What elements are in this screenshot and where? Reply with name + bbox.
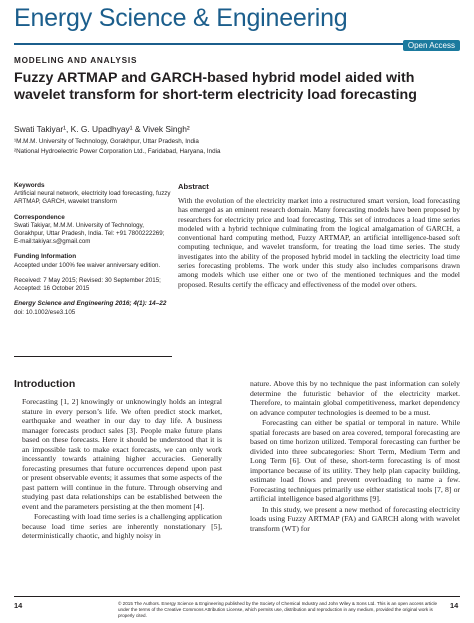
doi-link[interactable]: doi: 10.1002/ese3.105 <box>14 308 76 316</box>
body-paragraph: nature. Above this by no technique the past information can solely determine the futuristic behavior of the electricity market. Therefore, to maintain global competitiveness, market dependency on advance computer technologies is deemed to be a must. <box>250 379 460 417</box>
body-column-right <box>250 379 460 534</box>
author-list: Swati Takiyar¹, K. G. Upadhyay¹ & Vivek Singh² <box>14 124 190 134</box>
funding-heading: Funding Information <box>14 253 77 261</box>
footer-rule <box>14 596 460 597</box>
citation-text: Energy Science and Engineering 2016; 4(1): 14–22 <box>14 300 167 308</box>
correspondence-text: Swati Takiyar, M.M.M. University of Technology, Gorakhpur, Uttar Pradesh, India. Tel: +91 7800222269; E-mail:takiyar.s@gmail.com <box>14 221 165 246</box>
affiliation-1: ¹M.M.M. University of Technology, Gorakhpur, Uttar Pradesh, India <box>14 138 199 145</box>
keywords-heading: Keywords <box>14 182 45 189</box>
body-paragraph: Forecasting with load time series is a challenging application because load time series are inherently nonstationary [5], deterministically chaotic, and highly noisy in <box>22 512 222 540</box>
page-number-right: 14 <box>450 601 459 610</box>
correspondence-block <box>14 214 172 247</box>
body-paragraph: Forecasting can either be spatial or temporal in nature. While spatial forecasts are based on area covered, temporal forecasting are based on time horizon utilized. Temporal forecasting can further be divided into three subcategories: Short Term, Medium Term and Long Term [6]. Out of these, short-term forecasting is of most importance because of its utility. They help plan capacity building, estimate load flows and prevent overloading to name a few. Forecasting techniques primarily use either statistical tools [7, 8] or artificial intelligence based algorithms [9]. <box>250 418 460 503</box>
body-paragraph: Forecasting [1, 2] knowingly or unknowingly holds an integral stature in every person’s life. We often predict stock market, earthquake and weather in our day to day life. A business manager forecasts product sales [3]. People make future plans based on these forecasts. Here it should be understood that it is an impossible task to make exact forecasts, we can only work incessantly towards attaining higher accuracies. Generally forecasting presumes that future occurrences depend upon past or present observable events; it assumes that some aspects of the past pattern will continue in the future. Through observing and studying past data relationships can be established between the event and the parameters persisting at the then moment [4]. <box>22 397 222 511</box>
open-access-badge: Open Access <box>403 40 460 51</box>
paper-title: Fuzzy ARTMAP and GARCH-based hybrid model aided with wavelet transform for short-term electricity load forecasting <box>14 70 417 103</box>
dates-text: Received: 7 May 2015; Revised: 30 September 2015; Accepted: 16 October 2015 <box>14 276 161 293</box>
article-info-sidebar <box>14 182 172 324</box>
section-label: MODELING AND ANALYSIS <box>14 56 138 65</box>
license-text: © 2015 The Authors. Energy Science & Engineering published by the Society of Chemical Industry and John Wiley & Sons Ltd. This is an open access article under the terms of the Creative Commons Attribution License, which permits use, distribution and reproduction in any medium, provided the original work is properly cited. <box>118 601 438 618</box>
abstract-body: With the evolution of the electricity market into a restructured smart version, load forecasting has emerged as an eminent research domain. Many forecasting models have been proposed by researchers for electricity price and load forecasting. This set of introduces a load time series modeled with a hybrid technique culminating from the logical amalgamation of GARCH, a conventional hard computing method, Fuzzy ARTMAP, an artificial intelligence-based soft computing technique, and wavelet transform, for treating the load time series. The study investigates into the ability of the proposed hybrid model in tackling the electricity load time series forecasting problems. The work under this study also includes comparisons drawn among models which use either one or two of the mentioned techniques and the model proposed. Results certify the efficacy and effectiveness of the model over others. <box>178 196 460 289</box>
abstract-heading: Abstract <box>178 182 209 191</box>
affiliation-2: ²National Hydroelectric Power Corporation Ltd., Faridabad, Haryana, India <box>14 148 221 155</box>
journal-title: Energy Science & Engineering <box>14 4 348 32</box>
keywords-block <box>14 182 172 207</box>
body-column-left <box>22 397 222 542</box>
sidebar-rule <box>14 356 172 357</box>
page-number-left: 14 <box>14 601 23 610</box>
header-rule <box>14 43 460 45</box>
correspondence-heading: Correspondence <box>14 213 65 221</box>
introduction-heading: Introduction <box>14 378 76 390</box>
funding-text: Accepted under 100% fee waiver anniversary edition. <box>14 261 161 269</box>
keywords-text: Artificial neural network, electricity load forecasting, fuzzy ARTMAP, GARCH, wavelet transform <box>14 190 171 206</box>
body-paragraph: In this study, we present a new method of forecasting electricity loads using Fuzzy ARTMAP (FA) and GARCH along with wavelet transform (WT) for <box>250 504 460 533</box>
funding-block <box>14 253 172 269</box>
citation-block <box>14 300 172 317</box>
